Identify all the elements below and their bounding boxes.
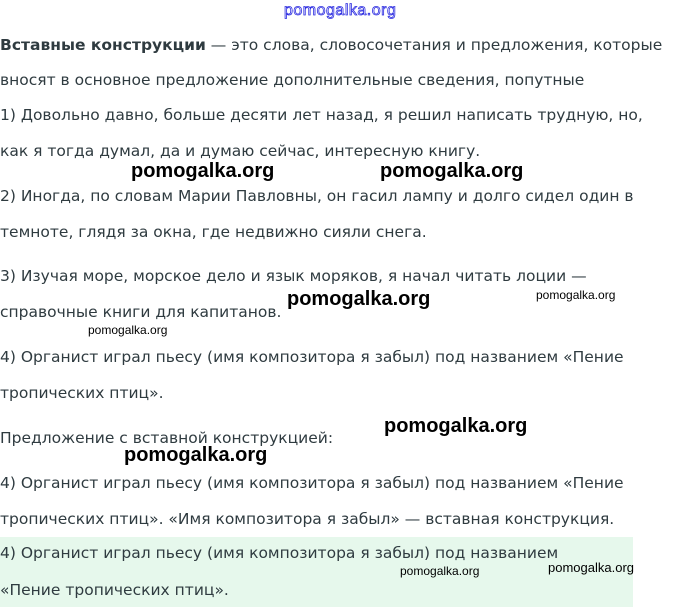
watermark: pomogalka.org: [124, 444, 268, 466]
definition-text: — это слова, словосочетания и предложения, которые: [205, 36, 663, 54]
sentence-1-line-1: 1) Довольно давно, больше десяти лет назад, я решил написать трудную, но,: [0, 106, 643, 124]
sentence-2-line-1: 2) Иногда, по словам Марии Павловны, он гасил лампу и долго сидел один в: [0, 187, 634, 205]
sentence-3-line-2: справочные книги для капитанов.: [0, 303, 282, 321]
watermark: pomogalka.org: [380, 160, 524, 182]
highlight-line-2: «Пение тропических птиц».: [0, 581, 229, 599]
definition-term: Вставные конструкции: [0, 36, 206, 54]
sentence-1-line-2: как я тогда думал, да и думаю сейчас, интересную книгу.: [0, 142, 481, 160]
watermark: pomogalka.org: [384, 415, 528, 437]
answer-line-2: тропических птиц». «Имя композитора я забыл» — вставная конструкция.: [0, 510, 615, 528]
highlight-line-1: 4) Органист играл пьесу (имя композитора я забыл) под названием: [0, 544, 559, 562]
answer-heading: Предложение с вставной конструкцией:: [0, 429, 334, 447]
watermark: pomogalka.org: [400, 564, 480, 578]
definition-line-2: вносят в основное предложение дополнительные сведения, попутные: [0, 71, 585, 89]
watermark: pomogalka.org: [536, 288, 616, 302]
watermark: pomogalka.org: [287, 288, 431, 310]
watermark: pomogalka.org: [548, 560, 634, 575]
sentence-4-line-1: 4) Органист играл пьесу (имя композитора я забыл) под названием «Пение: [0, 348, 624, 366]
sentence-2-line-2: темноте, глядя за окна, где недвижно сияли снега.: [0, 223, 427, 241]
watermark: pomogalka.org: [88, 323, 168, 337]
watermark: pomogalka.org: [131, 160, 275, 182]
sentence-4-line-2: тропических птиц».: [0, 384, 164, 402]
answer-line-1: 4) Органист играл пьесу (имя композитора я забыл) под названием «Пение: [0, 474, 624, 492]
definition-line-1: [0, 35, 662, 55]
sentence-3-line-1: 3) Изучая море, морское дело и язык моряков, я начал читать лоции —: [0, 267, 587, 285]
watermark-top: pomogalka.org: [284, 2, 397, 19]
